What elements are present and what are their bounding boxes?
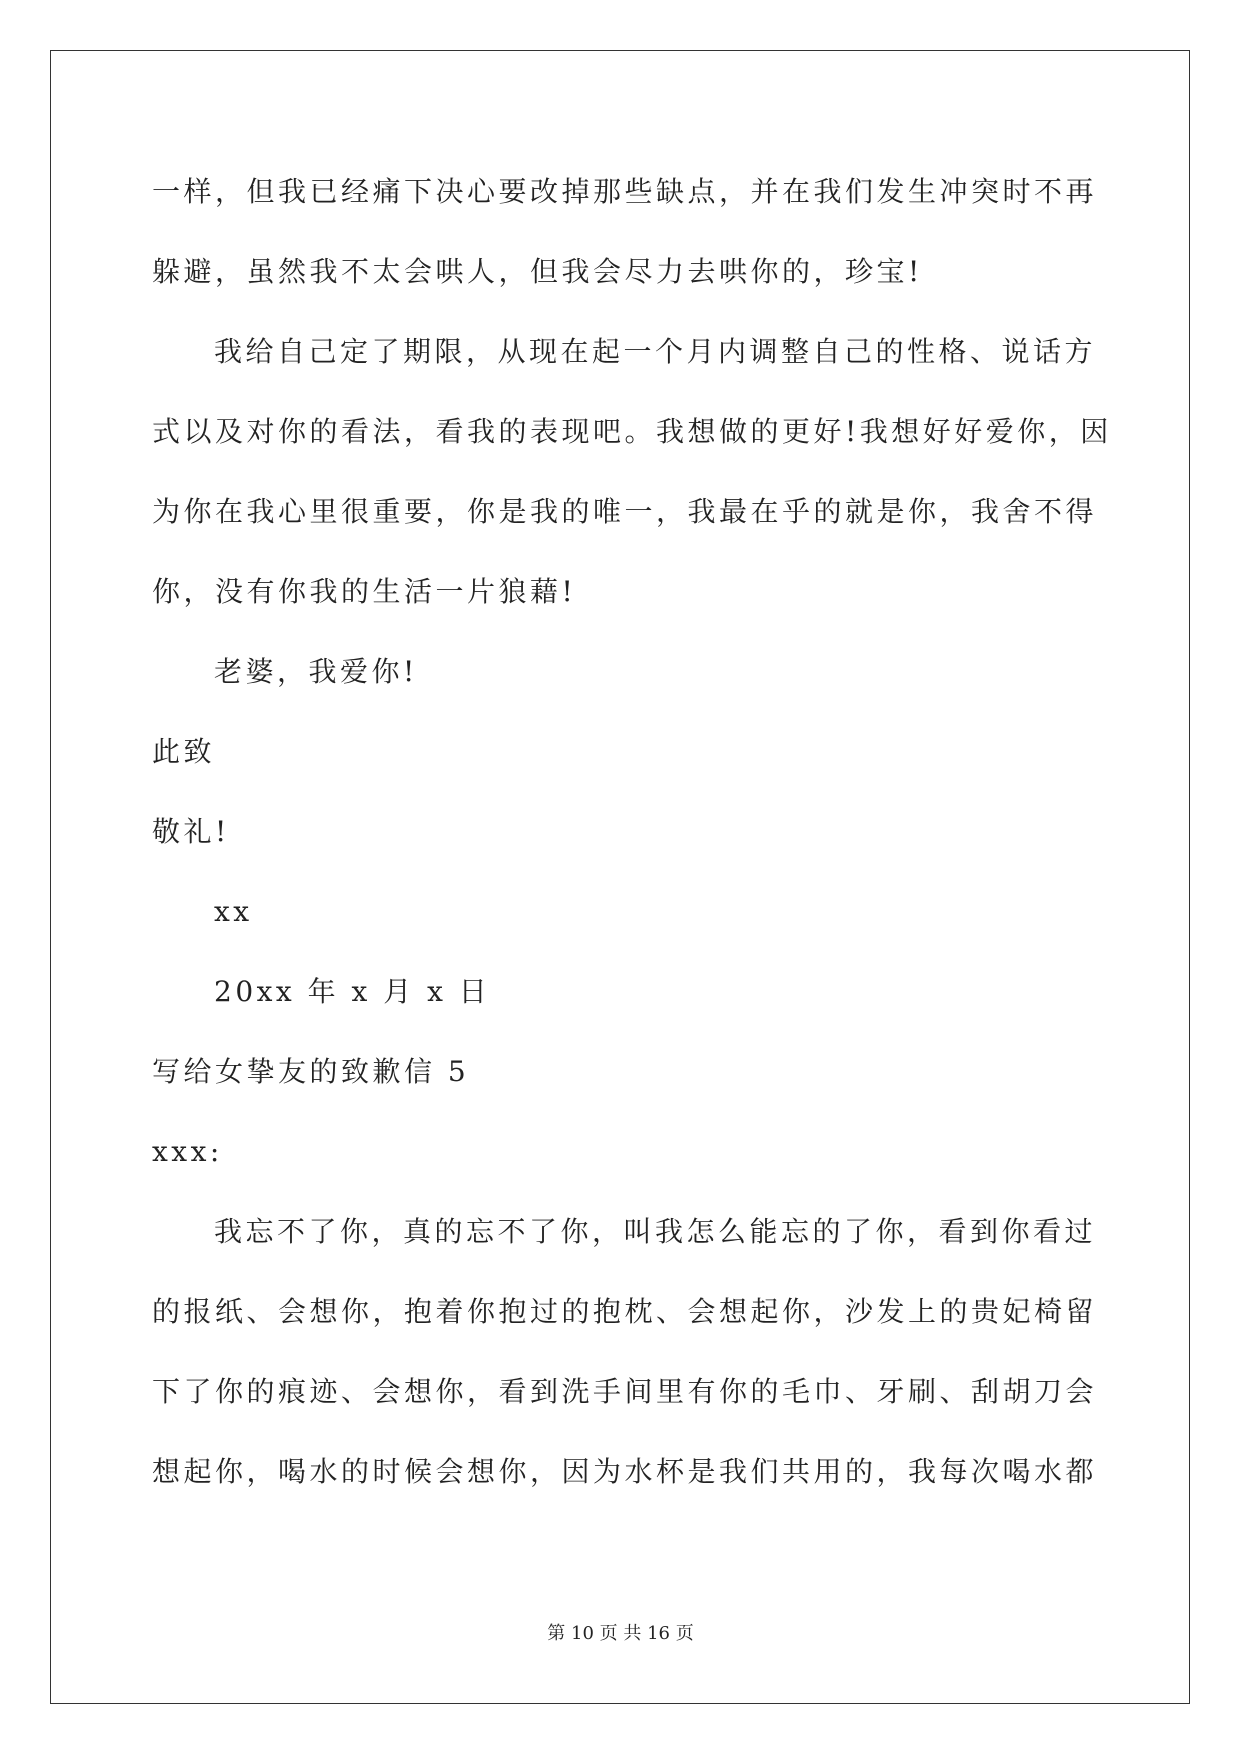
section-title: 写给女挚友的致歉信 5 [152, 1055, 470, 1088]
page-footer [0, 1622, 1241, 1646]
text-line: 你，没有你我的生活一片狼藉! [152, 575, 577, 608]
signature: xx [214, 895, 253, 928]
text-line: 我给自己定了期限，从现在起一个月内调整自己的性格、说话方 [214, 335, 1097, 368]
text-line: 下了你的痕迹、会想你，看到洗手间里有你的毛巾、牙刷、刮胡刀会 [152, 1375, 1098, 1408]
text-line: 式以及对你的看法，看我的表现吧。我想做的更好!我想好好爱你，因 [152, 415, 1112, 448]
text-line: 一样，但我已经痛下决心要改掉那些缺点，并在我们发生冲突时不再 [152, 175, 1098, 208]
text-line: 老婆，我爱你! [214, 655, 418, 688]
closing-line: 敬礼! [152, 815, 230, 848]
page-number: 第 10 页 共 16 页 [547, 1623, 694, 1644]
text-line: 想起你，喝水的时候会想你，因为水杯是我们共用的，我每次喝水都 [152, 1455, 1098, 1488]
salutation: xxx: [152, 1135, 223, 1168]
text-line: 我忘不了你，真的忘不了你，叫我怎么能忘的了你，看到你看过 [214, 1215, 1097, 1248]
closing-line: 此致 [152, 735, 216, 768]
date-line: 20xx 年 x 月 x 日 [214, 975, 491, 1008]
text-line: 躲避，虽然我不太会哄人，但我会尽力去哄你的，珍宝! [152, 255, 923, 288]
text-line: 为你在我心里很重要，你是我的唯一，我最在乎的就是你，我舍不得 [152, 495, 1098, 528]
text-line: 的报纸、会想你，抱着你抱过的抱枕、会想起你，沙发上的贵妃椅留 [152, 1295, 1098, 1328]
